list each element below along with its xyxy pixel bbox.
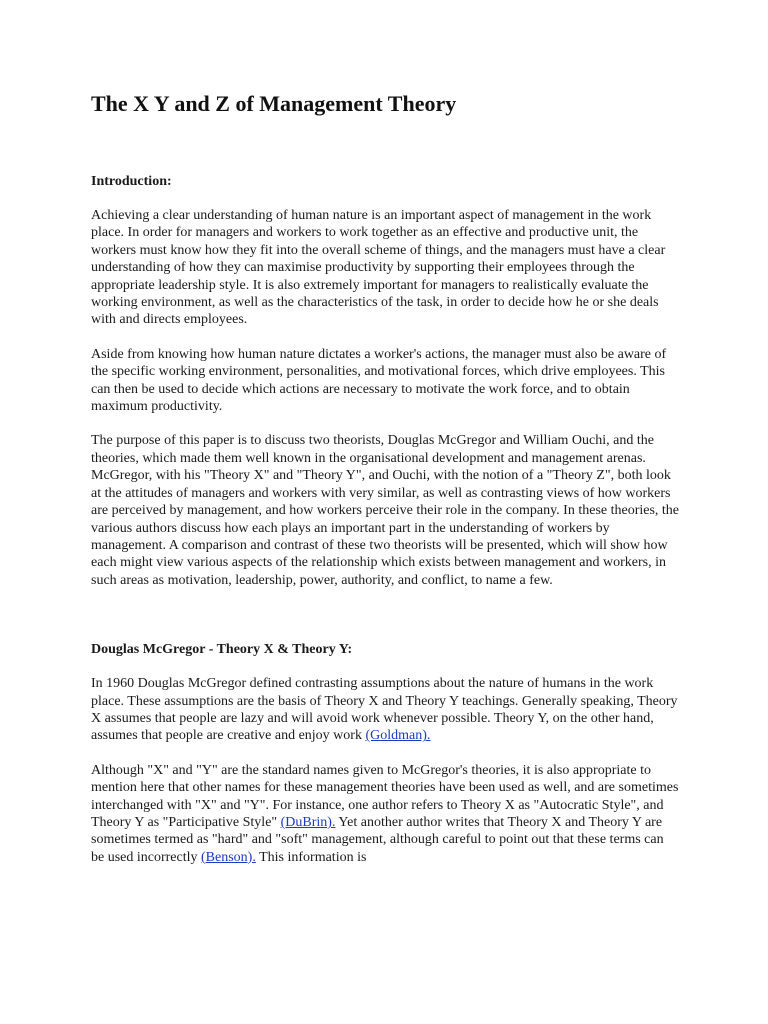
intro-paragraph-3: The purpose of this paper is to discuss two theorists, Douglas McGregor and William Ouchi, and the theories, which made them well known in the organisational development and management arenas. McGregor, with his "Theory X" and "Theory Y", and Ouchi, with the notion of a "Theory Z", both look at the attitudes of managers and workers with very similar, as well as contrasting views of how workers are perceived by management, and how workers perceive their role in the company. In these theories, the various authors discuss how each plays an important part in the understanding of workers by management. A comparison and contrast of these two theorists will be presented, which will show how each might view various aspects of the relationship which exists between management and workers, in such areas as motivation, leadership, power, authority, and conflict, to name a few. bbox=[91, 433, 680, 588]
dubrin-citation-link[interactable]: (DuBrin). bbox=[280, 814, 336, 830]
goldman-citation-link[interactable]: (Goldman). bbox=[365, 728, 431, 744]
mcgregor-p2-text-c: This information is bbox=[255, 849, 367, 865]
benson-citation-link[interactable]: (Benson). bbox=[201, 849, 256, 865]
mcgregor-p2-text-b: Yet another author writes that Theory X and Theory Y are sometimes termed as "hard" and "soft" management, although careful to point out that these terms can be used incorrectly bbox=[91, 814, 664, 865]
mcgregor-p2-text-a: Although "X" and "Y" are the standard names given to McGregor's theories, it is also appropriate to mention here that other names for these management theories have been used as well, and are sometimes interchanged with "X" and "Y". For instance, one author refers to Theory X as "Autocratic Style", and Theory Y as "Participative Style" bbox=[91, 762, 679, 830]
mcgregor-paragraph-1 bbox=[91, 675, 680, 745]
intro-paragraph-1: Achieving a clear understanding of human nature is an important aspect of management in the work place. In order for managers and workers to work together as an effective and productive unit, the workers must know how they fit into the overall scheme of things, and the managers must have a clear understanding of how they can maximise productivity by supporting their employees through the appropriate leadership style. It is also extremely important for managers to realistically evaluate the working environment, as well as the characteristics of the task, in order to decide how he or she deals with and directs employees. bbox=[91, 208, 666, 328]
document-title: The X Y and Z of Management Theory bbox=[91, 91, 457, 116]
introduction-heading: Introduction: bbox=[91, 174, 172, 189]
mcgregor-heading: Douglas McGregor - Theory X & Theory Y: bbox=[91, 642, 353, 658]
mcgregor-p1-text: In 1960 Douglas McGregor defined contrasting assumptions about the nature of humans in the work place. These assumptions are the basis of Theory X and Theory Y teachings. Generally speaking, Theory X assumes that people are lazy and will avoid work whenever possible. Theory Y, on the other hand, assumes that people are creative and enjoy work bbox=[91, 676, 678, 744]
intro-paragraph-2: Aside from knowing how human nature dictates a worker's actions, the manager must also be aware of the specific working environment, personalities, and motivational forces, which drive employees. This can then be used to decide which actions are necessary to motivate the work force, and to obtain maximum productivity. bbox=[91, 346, 667, 415]
mcgregor-paragraph-2 bbox=[91, 762, 680, 866]
